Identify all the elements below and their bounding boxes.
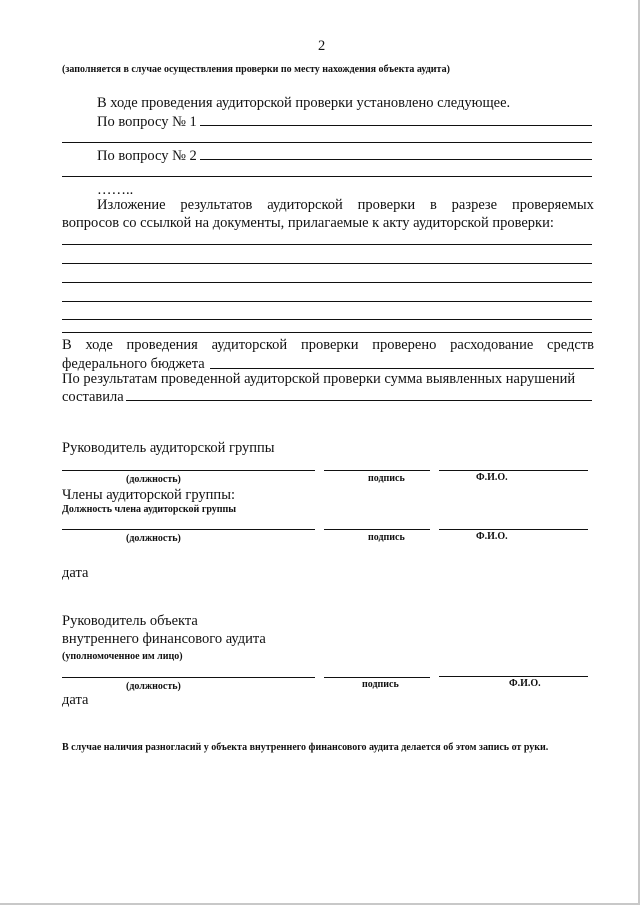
word: проверки [357,197,416,213]
word: В [62,337,72,353]
word: Изложение [97,197,166,213]
object-head-line-2: внутреннего финансового аудита [62,631,266,647]
violations-line-1: По результатам проведенной аудиторской проверки сумма выявленных нарушений [62,371,576,387]
location-note: (заполняется в случае осуществления проверки по месту нахождения объекта аудита) [62,64,450,75]
word: в [429,197,437,213]
word: проверяемых [511,197,594,213]
presentation-line-2: вопросов со ссылкой на документы, прилагаемые к акту аудиторской проверки: [62,215,554,231]
member-position-line[interactable] [62,529,315,530]
results-line-1[interactable] [62,244,592,245]
spending-line-2: федерального бюджета [62,356,205,372]
head-position-caption: (должность) [126,474,181,485]
head-fio-caption: Ф.И.О. [476,472,508,483]
word: результатов [180,197,253,213]
question1-answer-line-2[interactable] [62,142,592,143]
spending-line-1 [62,337,594,354]
object-fio-line[interactable] [439,676,588,677]
established-line: В ходе проведения аудиторской проверки установлено следующее. [97,95,511,111]
object-signature-caption: подпись [362,679,399,690]
question1-answer-line[interactable] [200,125,592,126]
violations-line-2: составила [62,389,124,405]
word: средств [547,337,594,353]
spending-amount-line[interactable] [210,368,594,369]
results-line-5[interactable] [62,319,592,320]
ellipsis: …….. [97,182,134,198]
word: проверено [372,337,437,353]
head-signature-line[interactable] [324,470,430,471]
audit-group-members-title: Члены аудиторской группы: [62,487,235,503]
results-line-3[interactable] [62,282,592,283]
question2-answer-line[interactable] [200,159,592,160]
head-position-line[interactable] [62,470,315,471]
audit-group-head-title: Руководитель аудиторской группы [62,440,275,456]
question2-label: По вопросу № 2 [97,148,197,164]
object-position-line[interactable] [62,677,315,678]
member-signature-caption: подпись [368,532,405,543]
word: проведения [126,337,198,353]
member-fio-caption: Ф.И.О. [476,531,508,542]
member-position-caption: Должность члена аудиторской группы [62,504,237,515]
word: аудиторской [211,337,288,353]
date-label-2: дата [62,692,89,708]
object-signature-line[interactable] [324,677,430,678]
member-signature-line[interactable] [324,529,430,530]
disagreement-note: В случае наличия разногласий у объекта внутреннего финансового аудита делается об этом запись от руки. [62,742,549,753]
question2-answer-line-2[interactable] [62,176,592,177]
word: аудиторской [267,197,343,213]
member-fio-line[interactable] [439,529,588,530]
word: проверки [300,337,359,353]
results-line-6[interactable] [62,332,592,333]
object-head-line-1: Руководитель объекта [62,613,198,629]
word: расходование [450,337,534,353]
object-fio-caption: Ф.И.О. [509,678,541,689]
authorized-person-caption: (уполномоченное им лицо) [62,651,183,662]
results-line-4[interactable] [62,301,592,302]
presentation-line-1 [97,197,594,214]
object-position-caption: (должность) [126,681,181,692]
member-position-sub-caption: (должность) [126,533,181,544]
word: разрезе [451,197,498,213]
results-line-2[interactable] [62,263,592,264]
page-number: 2 [318,38,326,54]
head-signature-caption: подпись [368,473,405,484]
head-fio-line[interactable] [439,470,588,471]
date-label-1: дата [62,565,89,581]
question1-label: По вопросу № 1 [97,114,197,130]
violations-amount-line[interactable] [126,400,592,401]
word: ходе [85,337,113,353]
